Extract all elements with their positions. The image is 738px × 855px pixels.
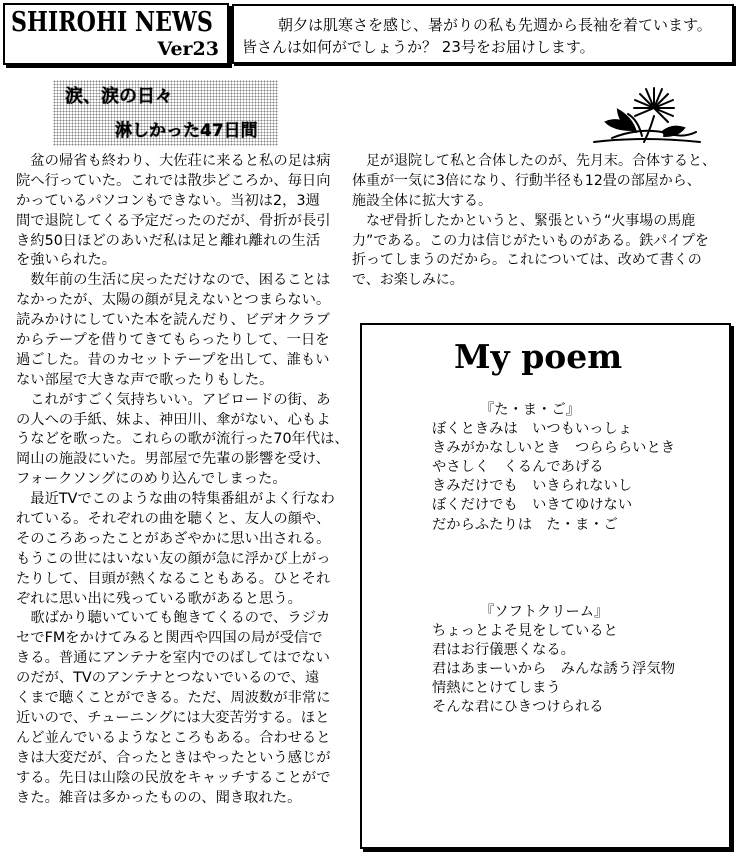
poem-line: きみがかなしいとき つらららいとき	[432, 440, 676, 457]
text-line: これがすごく気持ちいい。アビロードの街、あ	[16, 391, 331, 408]
text-line: 力”である。この力は信じがたいものがある。鉄パイプを	[352, 232, 709, 249]
text-line: 間で退院してくる予定だったのだが、骨折が長引	[16, 212, 331, 229]
poem-line: 君はお行儀悪くなる。	[432, 642, 575, 659]
text-line: 施設全体に拡大する。	[352, 192, 492, 209]
text-line: なかったが、太陽の顔が見えないとつまらない。	[16, 292, 331, 309]
poem-soft-cream	[432, 603, 675, 718]
poem-line: ちょっとよそ見をしていると	[432, 623, 618, 640]
text-line: たりして、目頭が熱くなることもある。ひとそれ	[16, 570, 331, 587]
poem-line: きみだけでも いきられないし	[432, 478, 633, 495]
text-line: セでFMをかけてみると関西や四国の局が受信で	[16, 630, 323, 647]
text-line: きは大変だが、合ったときはやったという感じが	[16, 749, 331, 766]
intro-line-2: 皆さんは如何がでしょうか？ 23号をお届けします。	[242, 38, 595, 56]
poem-line: 君はあまーいから みんな誘う浮気物	[432, 661, 676, 678]
text-line: 体重が一気に3倍になり、行動半径も12畳の部屋から、	[352, 172, 701, 189]
poem-line: ぼくときみは いつもいっしょ	[432, 421, 633, 438]
masthead	[3, 3, 229, 65]
poem-title: 『ソフトクリーム』	[480, 604, 609, 620]
text-line: ない部屋で大きな声で歌ったりもした。	[16, 371, 274, 388]
text-line: れている。それぞれの曲を聴くと、友人の顔や、	[16, 511, 331, 528]
article-subheading: 淋しかった47日間	[115, 121, 258, 141]
text-line: フォークソングにのめり込んでしまった。	[16, 471, 287, 488]
text-line: きる。普通にアンテナを室内でのばしてはでない	[16, 650, 330, 667]
text-line: きた。雑音は多かったものの、聞き取れた。	[16, 789, 302, 806]
text-line: うなどを歌った。これらの歌が流行った70年代は、	[16, 431, 349, 448]
text-line: くまで聴くことができる。ただ、周波数が非常に	[16, 690, 331, 707]
poem-line: だからふたりは た・ま・ご	[432, 516, 618, 533]
text-line: を強いられた。	[16, 252, 117, 269]
article-heading: 涙、涙の日々	[65, 86, 173, 107]
chrysanthemum-illustration	[592, 86, 702, 146]
text-line: 盆の帰省も終わり、大佐荘に来ると私の足は病	[16, 153, 331, 169]
text-line: 過ごした。昔のカセットテープを出して、誰もい	[16, 351, 330, 368]
text-line: で、お楽しみに。	[352, 272, 464, 289]
poem-section-title: My poem	[454, 337, 623, 376]
text-line: 数年前の生活に戻っただけなので、困ることは	[16, 272, 331, 289]
text-line: もうこの世にはいない友の顔が急に浮かび上がっ	[16, 550, 331, 567]
text-line: んど並んでいるようなところもある。合わせると	[16, 729, 331, 746]
article-heading-box	[53, 80, 278, 146]
poem-title: 『た・ま・ご』	[480, 402, 581, 418]
text-line: のだが、TVのアンテナとつないでいるので、遠	[16, 670, 320, 687]
newsletter-title: SHIROHI NEWS	[11, 7, 213, 38]
poem-tamago	[432, 401, 675, 535]
text-line: からテープを借りてきてもらったりして、一日を	[16, 332, 330, 349]
text-line: 読みかけにしていた本を読んだり、ビデオクラブ	[16, 312, 330, 329]
text-line: そのころあったことがあざやかに思い出される。	[16, 530, 331, 547]
text-line: 最近TVでこのような曲の特集番組がよく行なわ	[16, 491, 335, 508]
poem-box	[360, 323, 731, 849]
intro-line-1: 朝夕は肌寒さを感じ、暑がりの私も先週から長袖を着ています。	[278, 16, 712, 34]
text-line: 近いので、チューニングには大変苦労する。ほと	[16, 709, 330, 726]
text-line: かっているパソコンもできない。当初は2，3週	[16, 192, 320, 209]
text-line: 岡山の施設にいた。男部屋で先輩の影響を受け、	[16, 451, 330, 468]
issue-version: Ver23	[157, 38, 219, 60]
poem-line: ぼくだけでも いきてゆけない	[432, 497, 633, 514]
poem-line: そんな君にひきつけられる	[432, 699, 604, 716]
text-line: き約50日ほどのあいだ私は足と離れ離れの生活	[16, 232, 321, 249]
text-line: する。先日は山陰の民放をキャッチすることがで	[16, 769, 331, 786]
text-line: 足が退院して私と合体したのが、先月末。合体すると、	[352, 153, 716, 169]
article-right-column	[352, 152, 716, 291]
text-line: ぞれに思い出に残っている歌があると思う。	[16, 590, 302, 607]
text-line: の人への手紙、妹よ、神田川、傘がない、心もよ	[16, 411, 331, 428]
text-line: 院へ行っていた。これでは散歩どころか、毎日向	[16, 172, 331, 189]
intro-box	[232, 4, 734, 64]
text-line: 折ってしまうのだから。これについては、改めて書くの	[352, 252, 702, 269]
article-left-column	[16, 152, 349, 808]
text-line: 歌ばかり聴いていても飽きてくるので、ラジカ	[16, 610, 331, 627]
text-line: なぜ骨折したかというと、緊張という“火事場の馬鹿	[352, 212, 696, 229]
poem-line: 情熱にとけてしまう	[432, 680, 561, 697]
poem-line: やさしく くるんであげる	[432, 459, 604, 476]
